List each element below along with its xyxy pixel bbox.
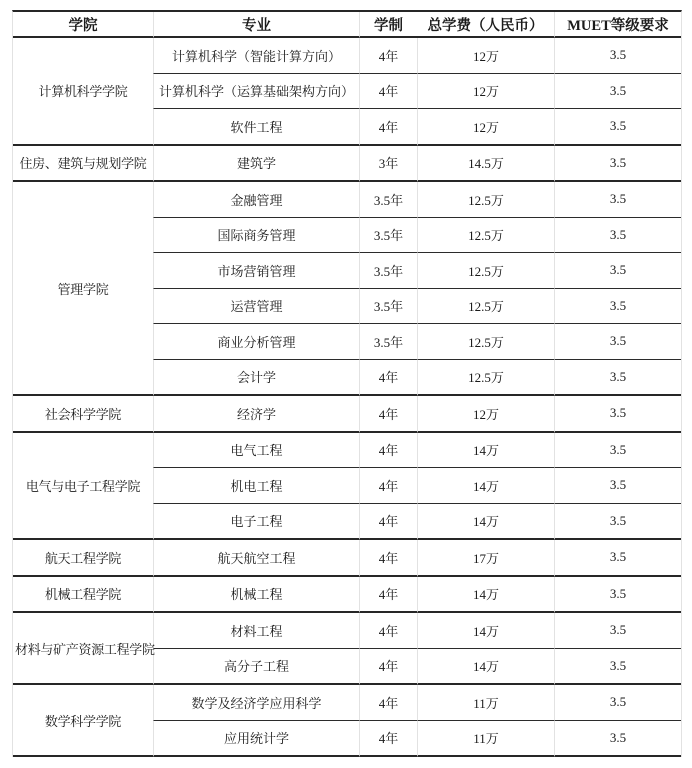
muet-cell: 3.5 xyxy=(554,504,681,541)
duration-cell: 4年 xyxy=(359,468,417,504)
header-duration: 学制 xyxy=(359,12,417,38)
tuition-cell: 14万 xyxy=(417,577,554,614)
tuition-cell: 14万 xyxy=(417,468,554,504)
muet-cell: 3.5 xyxy=(554,109,681,146)
table-row xyxy=(13,540,681,577)
table-row xyxy=(13,38,681,74)
major-cell: 机械工程 xyxy=(153,577,359,614)
duration-cell: 3.5年 xyxy=(359,289,417,325)
table-row xyxy=(13,182,681,218)
college-cell: 机械工程学院 xyxy=(13,577,153,614)
muet-cell: 3.5 xyxy=(554,289,681,325)
major-cell: 商业分析管理 xyxy=(153,324,359,360)
muet-cell: 3.5 xyxy=(554,721,681,758)
tuition-cell: 12.5万 xyxy=(417,218,554,254)
tuition-cell: 11万 xyxy=(417,685,554,721)
duration-cell: 4年 xyxy=(359,721,417,758)
muet-cell: 3.5 xyxy=(554,433,681,469)
tuition-cell: 12万 xyxy=(417,396,554,433)
duration-cell: 3.5年 xyxy=(359,324,417,360)
table-row xyxy=(13,577,681,614)
major-cell: 机电工程 xyxy=(153,468,359,504)
muet-cell: 3.5 xyxy=(554,396,681,433)
table-header-row xyxy=(13,12,681,38)
muet-cell: 3.5 xyxy=(554,577,681,614)
major-cell: 数学及经济学应用科学 xyxy=(153,685,359,721)
major-cell: 航天航空工程 xyxy=(153,540,359,577)
muet-cell: 3.5 xyxy=(554,649,681,686)
header-major: 专业 xyxy=(153,12,359,38)
college-cell: 电气与电子工程学院 xyxy=(13,433,153,541)
tuition-cell: 12万 xyxy=(417,109,554,146)
muet-cell: 3.5 xyxy=(554,253,681,289)
muet-cell: 3.5 xyxy=(554,360,681,397)
table-row xyxy=(13,146,681,183)
tuition-cell: 12万 xyxy=(417,74,554,110)
table-row xyxy=(13,685,681,721)
tuition-cell: 14万 xyxy=(417,504,554,541)
duration-cell: 4年 xyxy=(359,360,417,397)
duration-cell: 4年 xyxy=(359,649,417,686)
duration-cell: 4年 xyxy=(359,613,417,649)
muet-cell: 3.5 xyxy=(554,685,681,721)
tuition-cell: 12万 xyxy=(417,38,554,74)
tuition-cell: 14万 xyxy=(417,613,554,649)
tuition-cell: 12.5万 xyxy=(417,289,554,325)
tuition-cell: 12.5万 xyxy=(417,360,554,397)
muet-cell: 3.5 xyxy=(554,468,681,504)
duration-cell: 4年 xyxy=(359,38,417,74)
tuition-cell: 11万 xyxy=(417,721,554,758)
muet-cell: 3.5 xyxy=(554,540,681,577)
tuition-cell: 12.5万 xyxy=(417,324,554,360)
programs-tbody xyxy=(13,38,681,757)
duration-cell: 3.5年 xyxy=(359,218,417,254)
duration-cell: 4年 xyxy=(359,74,417,110)
tuition-cell: 17万 xyxy=(417,540,554,577)
major-cell: 经济学 xyxy=(153,396,359,433)
major-cell: 应用统计学 xyxy=(153,721,359,758)
tuition-cell: 12.5万 xyxy=(417,182,554,218)
major-cell: 会计学 xyxy=(153,360,359,397)
duration-cell: 4年 xyxy=(359,504,417,541)
major-cell: 计算机科学（运算基础架构方向） xyxy=(153,74,359,110)
duration-cell: 3.5年 xyxy=(359,253,417,289)
college-cell: 管理学院 xyxy=(13,182,153,396)
major-cell: 软件工程 xyxy=(153,109,359,146)
duration-cell: 3.5年 xyxy=(359,182,417,218)
major-cell: 运营管理 xyxy=(153,289,359,325)
college-cell: 住房、建筑与规划学院 xyxy=(13,146,153,183)
table-row xyxy=(13,396,681,433)
college-cell: 航天工程学院 xyxy=(13,540,153,577)
table-row xyxy=(13,613,681,649)
college-cell: 计算机科学学院 xyxy=(13,38,153,146)
tuition-cell: 14.5万 xyxy=(417,146,554,183)
duration-cell: 4年 xyxy=(359,396,417,433)
header-tuition: 总学费（人民币） xyxy=(417,12,554,38)
college-cell: 数学科学学院 xyxy=(13,685,153,757)
duration-cell: 4年 xyxy=(359,433,417,469)
major-cell: 市场营销管理 xyxy=(153,253,359,289)
muet-cell: 3.5 xyxy=(554,324,681,360)
duration-cell: 4年 xyxy=(359,577,417,614)
header-muet: MUET等级要求 xyxy=(554,12,681,38)
tuition-cell: 14万 xyxy=(417,649,554,686)
muet-cell: 3.5 xyxy=(554,146,681,183)
table-row xyxy=(13,433,681,469)
major-cell: 材料工程 xyxy=(153,613,359,649)
major-cell: 金融管理 xyxy=(153,182,359,218)
tuition-cell: 12.5万 xyxy=(417,253,554,289)
major-cell: 高分子工程 xyxy=(153,649,359,686)
header-college: 学院 xyxy=(13,12,153,38)
duration-cell: 4年 xyxy=(359,685,417,721)
tuition-cell: 14万 xyxy=(417,433,554,469)
major-cell: 电气工程 xyxy=(153,433,359,469)
major-cell: 国际商务管理 xyxy=(153,218,359,254)
duration-cell: 4年 xyxy=(359,109,417,146)
muet-cell: 3.5 xyxy=(554,613,681,649)
major-cell: 计算机科学（智能计算方向） xyxy=(153,38,359,74)
duration-cell: 3年 xyxy=(359,146,417,183)
tuition-fees-table xyxy=(12,10,682,757)
major-cell: 建筑学 xyxy=(153,146,359,183)
duration-cell: 4年 xyxy=(359,540,417,577)
major-cell: 电子工程 xyxy=(153,504,359,541)
college-cell: 社会科学学院 xyxy=(13,396,153,433)
muet-cell: 3.5 xyxy=(554,38,681,74)
muet-cell: 3.5 xyxy=(554,218,681,254)
muet-cell: 3.5 xyxy=(554,182,681,218)
college-cell: 材料与矿产资源工程学院 xyxy=(13,613,153,685)
muet-cell: 3.5 xyxy=(554,74,681,110)
